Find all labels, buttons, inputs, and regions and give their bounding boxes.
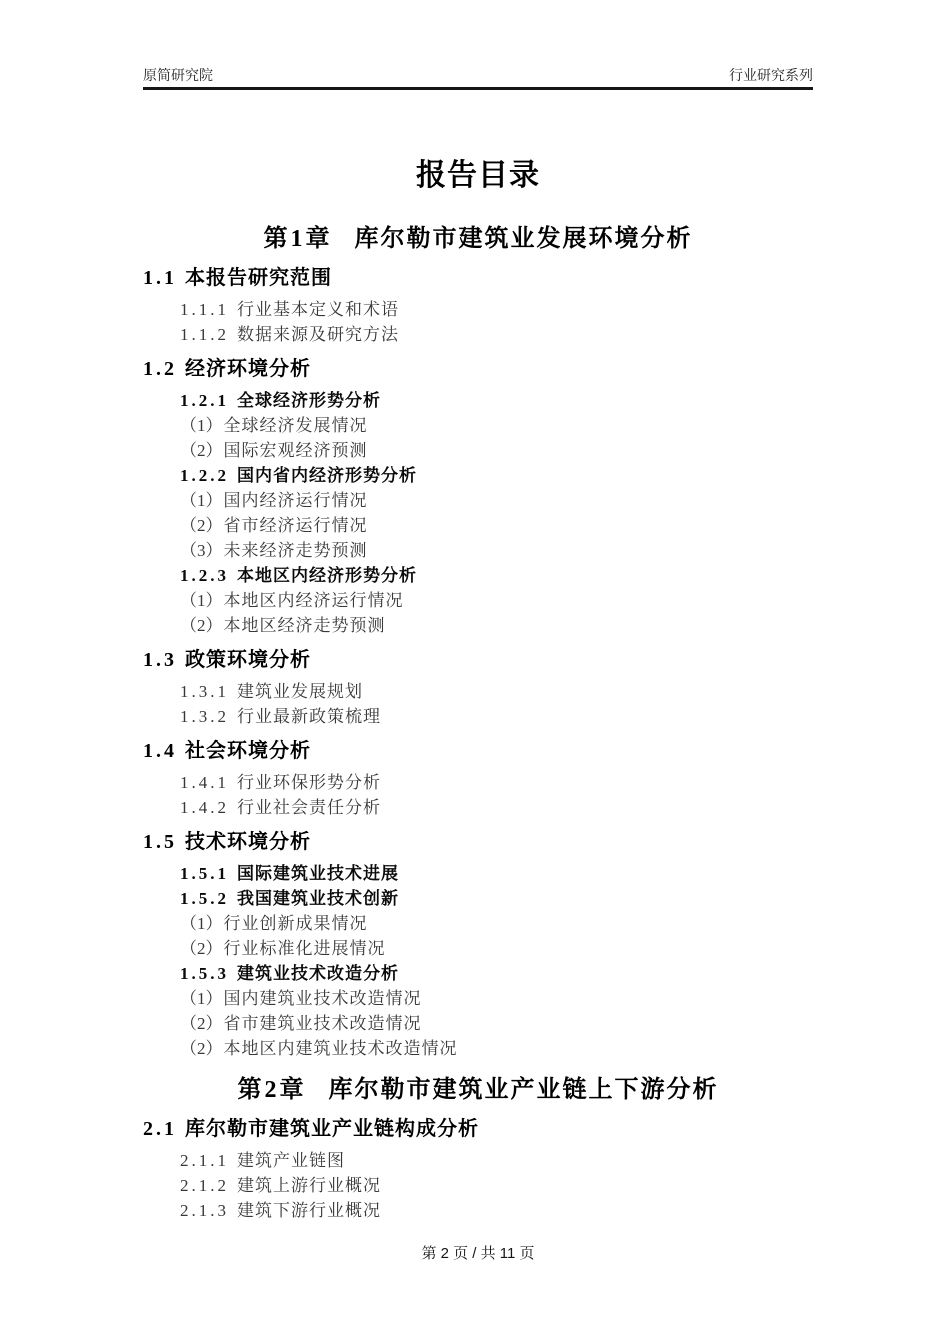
toc-entry-number: 1.5 bbox=[143, 831, 177, 853]
toc-entry-number: （2） bbox=[180, 616, 223, 635]
toc-entry-text: 社会环境分析 bbox=[185, 740, 311, 762]
toc-entry-number: 1.1.2 bbox=[180, 325, 229, 344]
toc-entry bbox=[143, 795, 813, 820]
toc-entry bbox=[143, 738, 813, 765]
toc-entry-number: （2） bbox=[180, 1014, 223, 1033]
toc-entry-text: 建筑业发展规划 bbox=[237, 682, 363, 701]
header-series-label: 行业研究系列 bbox=[729, 67, 813, 83]
toc-entry bbox=[143, 588, 813, 613]
toc-entry-number: （1） bbox=[180, 416, 223, 435]
toc-entry-text: 行业标准化进展情况 bbox=[223, 939, 386, 958]
toc-entry-text: 库尔勒市建筑业产业链构成分析 bbox=[185, 1118, 479, 1140]
toc-entry bbox=[143, 1198, 813, 1223]
toc-entry bbox=[143, 1036, 813, 1061]
toc-entry-text: 省市经济运行情况 bbox=[223, 516, 368, 535]
toc-entry-number: 1.2.3 bbox=[180, 566, 229, 585]
toc-entry-text: 国际建筑业技术进展 bbox=[237, 864, 399, 883]
toc-entry bbox=[143, 704, 813, 729]
toc-entry-number: 1.2 bbox=[143, 358, 177, 380]
toc-entry bbox=[143, 861, 813, 886]
toc-entry-number: 1.2.1 bbox=[180, 391, 229, 410]
toc-entry-number: 1.5.2 bbox=[180, 889, 229, 908]
toc-title: 报告目录 bbox=[416, 159, 540, 192]
toc-entry-text: 国内建筑业技术改造情况 bbox=[223, 989, 422, 1008]
toc-entry-number: 2.1.1 bbox=[180, 1151, 229, 1170]
chapter-heading bbox=[143, 222, 813, 256]
toc-entry-text: 行业最新政策梳理 bbox=[237, 707, 381, 726]
toc-entry-number: （1） bbox=[180, 491, 223, 510]
toc-entry bbox=[143, 936, 813, 961]
toc-entry-text: 省市建筑业技术改造情况 bbox=[223, 1014, 422, 1033]
header-brand: 原简研究院 bbox=[143, 67, 213, 83]
toc-entry bbox=[143, 1011, 813, 1036]
toc-entry-number: 1.4.1 bbox=[180, 773, 229, 792]
toc-entry-number: （1） bbox=[180, 914, 223, 933]
toc-entry-text: 行业基本定义和术语 bbox=[237, 300, 399, 319]
toc-entry-number: 1.4 bbox=[143, 740, 177, 762]
toc-entry-number: （1） bbox=[180, 591, 223, 610]
toc-entry-number: 2.1.3 bbox=[180, 1201, 229, 1220]
toc-entry bbox=[143, 488, 813, 513]
toc-entry-text: 国内经济运行情况 bbox=[223, 491, 368, 510]
toc-entry-number: （2） bbox=[180, 516, 223, 535]
toc-entry bbox=[143, 388, 813, 413]
toc-entry bbox=[143, 679, 813, 704]
toc-entry-text: 本地区内经济形势分析 bbox=[237, 566, 417, 585]
toc-entry-number: 1.2.2 bbox=[180, 466, 229, 485]
toc-entry bbox=[143, 297, 813, 322]
toc-entry-number: 1.3 bbox=[143, 649, 177, 671]
toc-entry bbox=[143, 961, 813, 986]
toc-entry-text: 本报告研究范围 bbox=[185, 267, 332, 289]
toc-entry-number: （3） bbox=[180, 541, 223, 560]
toc-entry-text: 全球经济形势分析 bbox=[237, 391, 381, 410]
toc-entry-text: 本地区内经济运行情况 bbox=[223, 591, 404, 610]
toc-entry bbox=[143, 413, 813, 438]
toc-entry bbox=[143, 322, 813, 347]
chapter-heading bbox=[143, 1073, 813, 1107]
toc-entry bbox=[143, 911, 813, 936]
toc-entry bbox=[143, 613, 813, 638]
toc-entry-number: 1.5.3 bbox=[180, 964, 229, 983]
toc-entry-text: 技术环境分析 bbox=[185, 831, 311, 853]
toc-list bbox=[143, 222, 813, 1223]
toc-entry-number: 第1章 bbox=[263, 226, 333, 252]
toc-entry-text: 未来经济走势预测 bbox=[223, 541, 368, 560]
toc-entry bbox=[143, 647, 813, 674]
toc-entry-text: 行业环保形势分析 bbox=[237, 773, 381, 792]
toc-entry bbox=[143, 986, 813, 1011]
toc-entry-text: 建筑上游行业概况 bbox=[237, 1176, 381, 1195]
toc-entry-text: 行业创新成果情况 bbox=[223, 914, 368, 933]
toc-entry bbox=[143, 829, 813, 856]
toc-entry bbox=[143, 513, 813, 538]
toc-entry-text: 全球经济发展情况 bbox=[223, 416, 368, 435]
toc-entry bbox=[143, 438, 813, 463]
toc-entry-text: 国际宏观经济预测 bbox=[223, 441, 368, 460]
toc-entry bbox=[143, 538, 813, 563]
toc-entry-text: 数据来源及研究方法 bbox=[237, 325, 399, 344]
toc-entry-text: 本地区内建筑业技术改造情况 bbox=[223, 1039, 458, 1058]
toc-entry-number: 第2章 bbox=[237, 1077, 307, 1103]
toc-entry bbox=[143, 563, 813, 588]
toc-entry-number: （2） bbox=[180, 939, 223, 958]
toc-entry-number: 1.1 bbox=[143, 267, 177, 289]
page-footer bbox=[143, 1244, 813, 1264]
toc-entry-text: 政策环境分析 bbox=[185, 649, 311, 671]
toc-entry-text: 本地区经济走势预测 bbox=[223, 616, 386, 635]
toc-entry-number: （1） bbox=[180, 989, 223, 1008]
toc-entry-text: 建筑下游行业概况 bbox=[237, 1201, 381, 1220]
toc-entry bbox=[143, 1148, 813, 1173]
toc-entry-text: 建筑业技术改造分析 bbox=[237, 964, 399, 983]
toc-entry bbox=[143, 265, 813, 292]
toc-entry-number: 1.4.2 bbox=[180, 798, 229, 817]
toc-entry-number: 1.3.1 bbox=[180, 682, 229, 701]
toc-entry-number: 2.1 bbox=[143, 1118, 177, 1140]
toc-entry-text: 库尔勒市建筑业发展环境分析 bbox=[354, 226, 693, 252]
toc-entry bbox=[143, 770, 813, 795]
toc-entry bbox=[143, 356, 813, 383]
toc-entry-text: 我国建筑业技术创新 bbox=[237, 889, 399, 908]
page-number-label: 第 2 页 / 共 11 页 bbox=[421, 1245, 535, 1262]
toc-entry-text: 库尔勒市建筑业产业链上下游分析 bbox=[328, 1077, 719, 1103]
toc-entry-number: 1.3.2 bbox=[180, 707, 229, 726]
page-header bbox=[143, 0, 813, 90]
toc-entry bbox=[143, 1116, 813, 1143]
toc-entry bbox=[143, 463, 813, 488]
toc-entry-number: 1.5.1 bbox=[180, 864, 229, 883]
toc-entry-number: （2） bbox=[180, 441, 223, 460]
toc-entry-text: 国内省内经济形势分析 bbox=[237, 466, 417, 485]
toc-entry bbox=[143, 1173, 813, 1198]
toc-entry-text: 行业社会责任分析 bbox=[237, 798, 381, 817]
toc-entry bbox=[143, 886, 813, 911]
toc-entry-number: 2.1.2 bbox=[180, 1176, 229, 1195]
toc-entry-number: 1.1.1 bbox=[180, 300, 229, 319]
toc-entry-number: （2） bbox=[180, 1039, 223, 1058]
toc-entry-text: 建筑产业链图 bbox=[237, 1151, 345, 1170]
toc-entry-text: 经济环境分析 bbox=[185, 358, 311, 380]
